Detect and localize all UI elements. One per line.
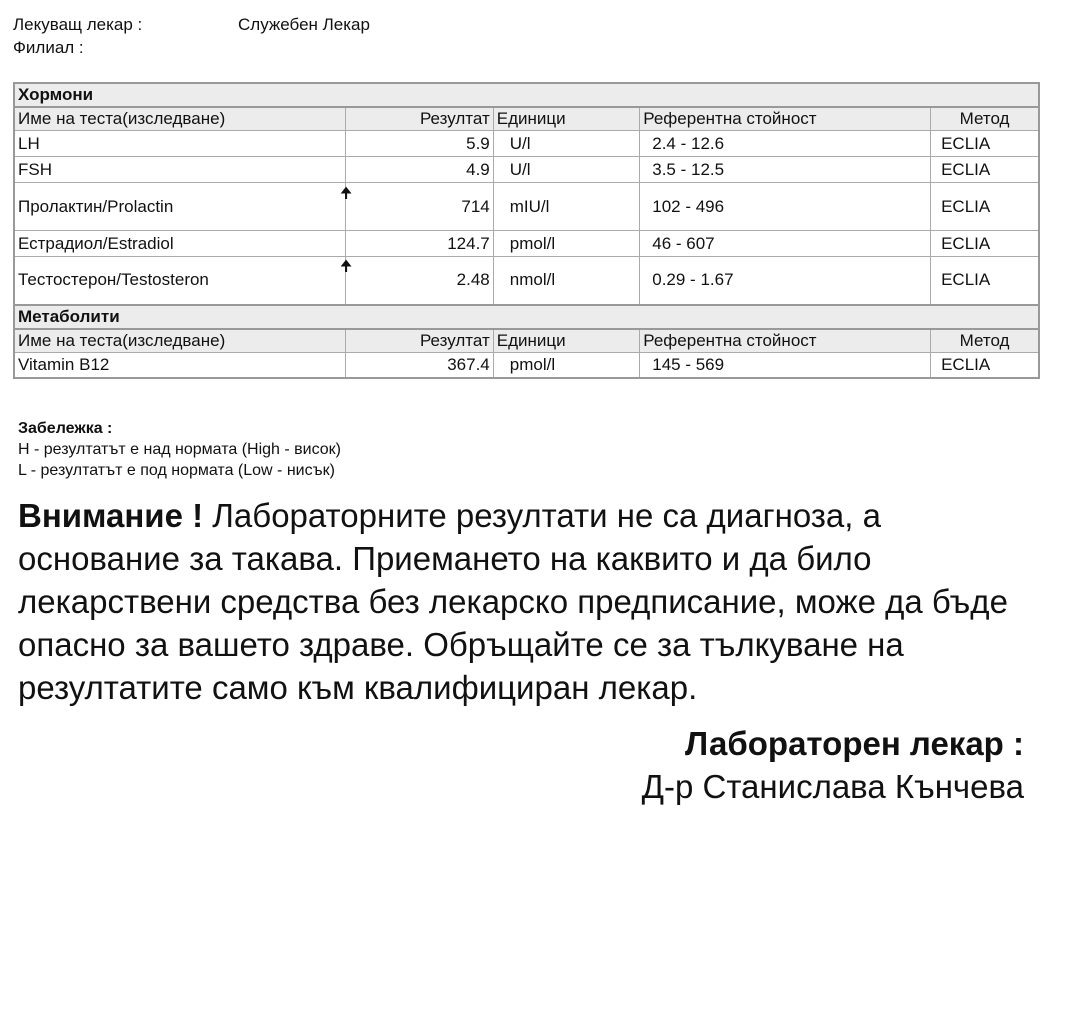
- column-header-row: [14, 107, 1039, 131]
- table-row: [14, 157, 1039, 183]
- units-value: nmol/l: [493, 257, 640, 305]
- result-value: 2.48: [346, 257, 494, 305]
- note-low: L - резултатът е под нормата (Low - нисък): [18, 462, 335, 479]
- test-name: [14, 231, 346, 257]
- test-name-text: Тестостерон/Testosteron: [18, 270, 209, 290]
- reference-value: 145 - 569: [640, 352, 931, 378]
- test-name: [14, 183, 353, 231]
- col-name: Име на теста(изследване): [14, 107, 346, 131]
- reference-value: 2.4 - 12.6: [640, 131, 931, 157]
- reference-value: 102 - 496: [640, 183, 931, 231]
- warning-body: Лабораторните резултати не са диагноза, а основание за такава. Приемането на каквито и да било лекарствени средства без лекарско предписание, може да бъде опасно за вашето здраве. Обръщайте се за тълкуване на резултатите само към квалифициран лекар.: [18, 497, 1008, 706]
- table-row: [14, 257, 1039, 305]
- test-name-text: FSH: [18, 159, 52, 179]
- result-value: 367.4: [346, 352, 494, 378]
- method-value: ECLIA: [931, 352, 1039, 378]
- section-header: [14, 305, 1039, 329]
- col-method: Метод: [931, 107, 1039, 131]
- results-table: [13, 82, 1040, 379]
- col-result: Резултат: [346, 107, 494, 131]
- test-name-text: LH: [18, 133, 40, 153]
- table-row: [14, 183, 1039, 231]
- result-value: 714: [346, 183, 494, 231]
- reference-value: 0.29 - 1.67: [640, 257, 931, 305]
- col-units: Единици: [493, 329, 640, 353]
- col-units: Единици: [493, 107, 640, 131]
- doctor-value: Служебен Лекар: [238, 15, 370, 34]
- method-value: ECLIA: [931, 257, 1039, 305]
- high-arrow-icon: 🠉: [339, 258, 353, 276]
- col-reference: Референтна стойност: [640, 329, 931, 353]
- warning-title: Внимание !: [18, 497, 204, 534]
- table-row: [14, 352, 1039, 378]
- test-name-text: Пролактин/Prolactin: [18, 196, 174, 216]
- test-name: [14, 131, 346, 157]
- test-name-text: Естрадиол/Estradiol: [18, 233, 174, 253]
- signature-label: Лабораторен лекар :: [685, 725, 1024, 762]
- column-header-row: [14, 329, 1039, 353]
- test-name: [14, 157, 346, 183]
- units-value: pmol/l: [493, 231, 640, 257]
- col-reference: Референтна стойност: [640, 107, 931, 131]
- section-title: Хормони: [14, 83, 1039, 107]
- note-title: Забележка :: [18, 420, 113, 437]
- result-value: 4.9: [346, 157, 494, 183]
- method-value: ECLIA: [931, 183, 1039, 231]
- col-result: Резултат: [346, 329, 494, 353]
- signature-name: Д-р Станислава Кънчева: [641, 768, 1024, 805]
- reference-value: 46 - 607: [640, 231, 931, 257]
- table-row: [14, 131, 1039, 157]
- result-value: 124.7: [346, 231, 494, 257]
- test-name: [14, 352, 346, 378]
- units-value: U/l: [493, 131, 640, 157]
- method-value: ECLIA: [931, 157, 1039, 183]
- method-value: ECLIA: [931, 231, 1039, 257]
- test-name-text: Vitamin B12: [18, 354, 110, 374]
- section-header: [14, 83, 1039, 107]
- table-row: [14, 231, 1039, 257]
- high-arrow-icon: 🠉: [339, 184, 353, 202]
- signature: [642, 722, 1024, 808]
- units-value: U/l: [493, 157, 640, 183]
- note: [18, 418, 341, 481]
- branch-label: Филиал :: [13, 38, 84, 57]
- section-title: Метаболити: [14, 305, 1039, 329]
- doctor-label: Лекуващ лекар :: [13, 15, 143, 34]
- col-method: Метод: [931, 329, 1039, 353]
- result-value: 5.9: [346, 131, 494, 157]
- method-value: ECLIA: [931, 131, 1039, 157]
- note-high: H - резултатът е над нормата (High - висок): [18, 441, 341, 458]
- warning-text: [18, 494, 1038, 709]
- col-name: Име на теста(изследване): [14, 329, 346, 353]
- units-value: pmol/l: [493, 352, 640, 378]
- reference-value: 3.5 - 12.5: [640, 157, 931, 183]
- test-name: [14, 257, 353, 305]
- units-value: mIU/l: [493, 183, 640, 231]
